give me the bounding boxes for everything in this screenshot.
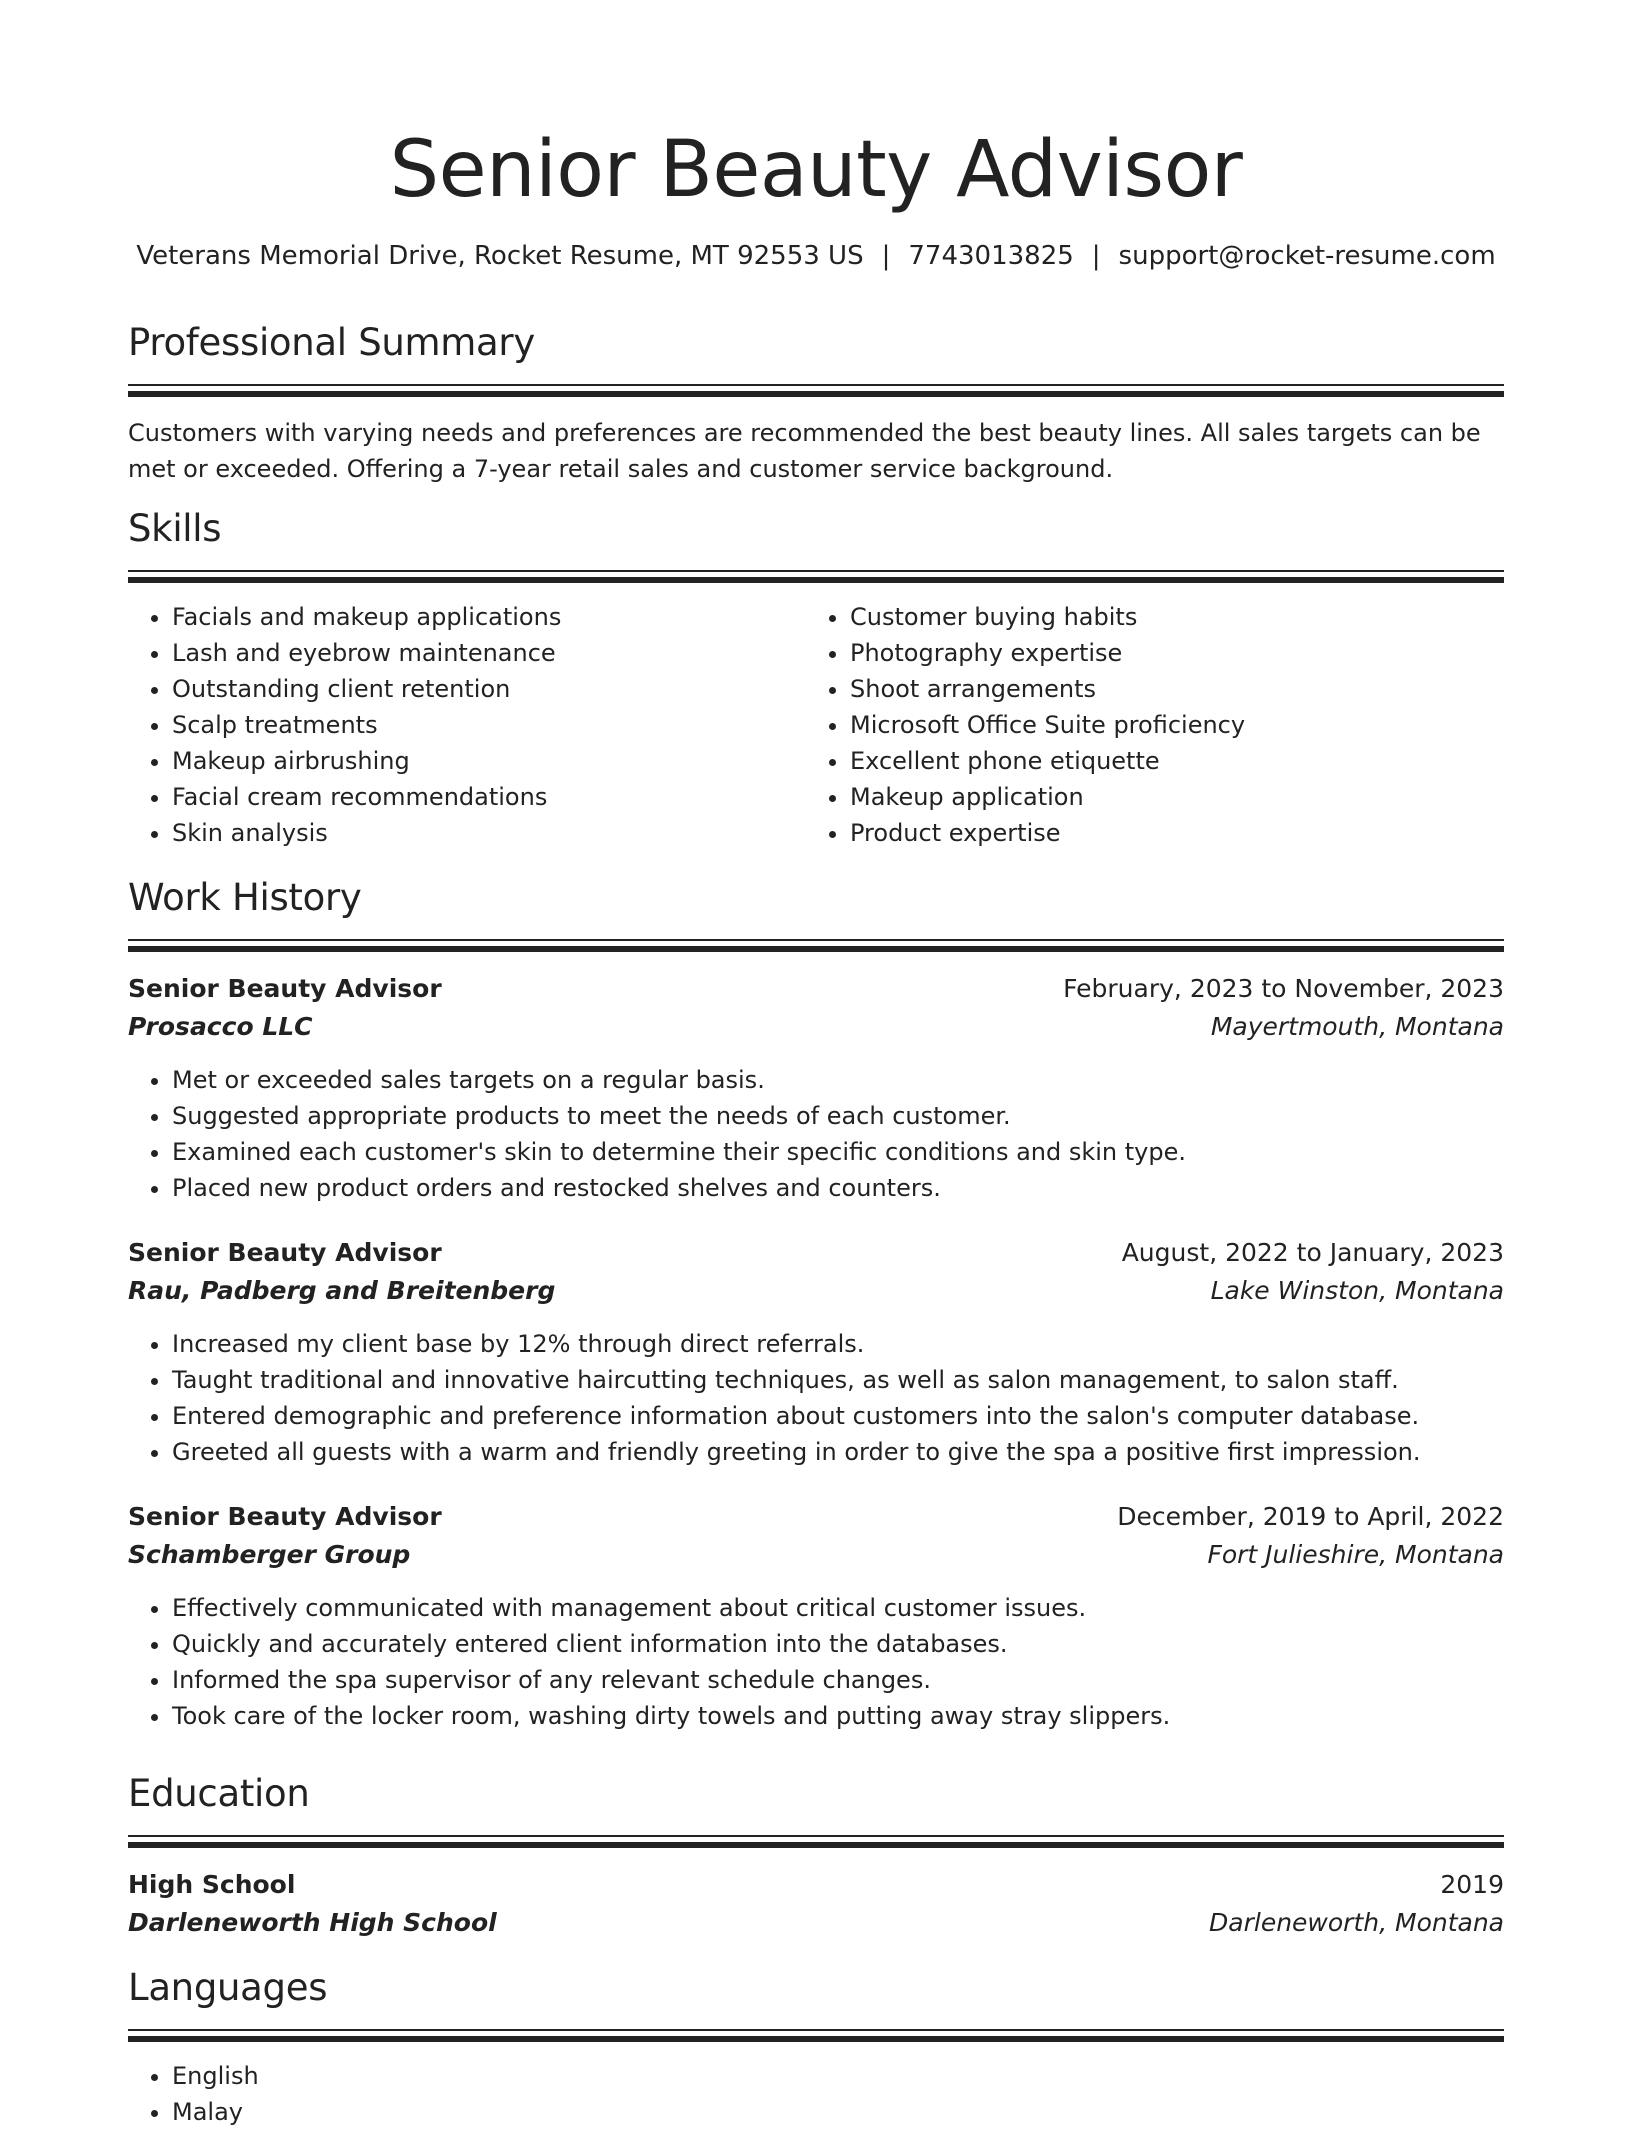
- job-bullet: • Greeted all guests with a warm and friendly greeting in order to give the spa a positive first impression.: [172, 1434, 1504, 1470]
- job-dates: December, 2019 to April, 2022: [1117, 1502, 1504, 1531]
- section-rule: [128, 384, 1504, 397]
- skill-item: • Photography expertise: [850, 635, 1484, 671]
- job-company: Prosacco LLC: [128, 1012, 313, 1041]
- work-history-section: [128, 873, 1504, 1734]
- job-title: Senior Beauty Advisor: [128, 1502, 442, 1531]
- contact-phone: 7743013825: [908, 241, 1074, 271]
- job-bullets: [128, 1590, 1504, 1734]
- job-company: Schamberger Group: [128, 1540, 411, 1569]
- job-entry: [128, 970, 1504, 1206]
- job-title: Senior Beauty Advisor: [128, 974, 442, 1003]
- skills-section: [128, 504, 1504, 851]
- skill-item: • Lash and eyebrow maintenance: [172, 635, 806, 671]
- skills-right-column: [806, 599, 1484, 851]
- education-year: 2019: [1440, 1870, 1504, 1899]
- education-location: Darleneworth, Montana: [1209, 1908, 1504, 1937]
- skill-item: • Makeup airbrushing: [172, 743, 806, 779]
- section-title: Education: [128, 1772, 310, 1815]
- job-title: Senior Beauty Advisor: [128, 1238, 442, 1267]
- skill-item: • Facial cream recommendations: [172, 779, 806, 815]
- job-bullets: [128, 1326, 1504, 1470]
- skill-item: • Scalp treatments: [172, 707, 806, 743]
- skill-item: • Microsoft Office Suite proficiency: [850, 707, 1484, 743]
- job-bullets: [128, 1062, 1504, 1206]
- skill-item: • Outstanding client retention: [172, 671, 806, 707]
- job-bullet: • Entered demographic and preference information about customers into the salon's computer database.: [172, 1398, 1504, 1434]
- job-bullet: • Placed new product orders and restocked shelves and counters.: [172, 1170, 1504, 1206]
- skill-item: • Skin analysis: [172, 815, 806, 851]
- job-bullet: • Examined each customer's skin to determine their specific conditions and skin type.: [172, 1134, 1504, 1170]
- section-title: Languages: [128, 1966, 328, 2009]
- education-section: [128, 1769, 1504, 1942]
- skill-item: • Facials and makeup applications: [172, 599, 806, 635]
- skills-columns: [128, 599, 1504, 851]
- education-school: Darleneworth High School: [128, 1908, 497, 1937]
- skills-left-column: [128, 599, 806, 851]
- language-item: • English: [172, 2058, 1504, 2094]
- job-dates: February, 2023 to November, 2023: [1063, 974, 1504, 1003]
- language-item: • Malay: [172, 2094, 1504, 2130]
- section-rule: [128, 570, 1504, 583]
- job-bullet: • Met or exceeded sales targets on a regular basis.: [172, 1062, 1504, 1098]
- education-entry: [128, 1866, 1504, 1942]
- resume-name: Senior Beauty Advisor: [389, 125, 1243, 215]
- job-entry: [128, 1498, 1504, 1734]
- skill-item: • Product expertise: [850, 815, 1484, 851]
- contact-address: Veterans Memorial Drive, Rocket Resume, MT 92553 US: [136, 241, 864, 271]
- job-location: Fort Julieshire, Montana: [1207, 1540, 1504, 1569]
- skill-item: • Makeup application: [850, 779, 1484, 815]
- section-rule: [128, 1835, 1504, 1848]
- job-bullet: • Quickly and accurately entered client information into the databases.: [172, 1626, 1504, 1662]
- contact-line: [128, 238, 1504, 274]
- job-bullet: • Informed the spa supervisor of any relevant schedule changes.: [172, 1662, 1504, 1698]
- languages-section: [128, 1963, 1504, 2130]
- summary-text: Customers with varying needs and preferences are recommended the best beauty lines. All sales targets can be met or exceeded. Offering a 7-year retail sales and customer service background.: [128, 419, 1481, 483]
- section-title: Skills: [128, 507, 222, 550]
- skills-list: [128, 599, 806, 851]
- skill-item: • Customer buying habits: [850, 599, 1484, 635]
- education-degree: High School: [128, 1870, 296, 1899]
- job-location: Lake Winston, Montana: [1210, 1276, 1504, 1305]
- job-dates: August, 2022 to January, 2023: [1121, 1238, 1504, 1267]
- summary-section: [128, 318, 1504, 487]
- section-title: Work History: [128, 876, 362, 919]
- skills-list: [806, 599, 1484, 851]
- job-entry: [128, 1234, 1504, 1470]
- section-rule: [128, 2029, 1504, 2042]
- contact-email: support@rocket-resume.com: [1118, 241, 1496, 271]
- skill-item: • Shoot arrangements: [850, 671, 1484, 707]
- job-company: Rau, Padberg and Breitenberg: [128, 1276, 556, 1305]
- job-bullet: • Suggested appropriate products to meet the needs of each customer.: [172, 1098, 1504, 1134]
- job-bullet: • Took care of the locker room, washing dirty towels and putting away stray slippers.: [172, 1698, 1504, 1734]
- job-bullet: • Effectively communicated with management about critical customer issues.: [172, 1590, 1504, 1626]
- section-title: Professional Summary: [128, 321, 535, 364]
- skill-item: • Excellent phone etiquette: [850, 743, 1484, 779]
- section-rule: [128, 939, 1504, 952]
- languages-list: [128, 2058, 1504, 2130]
- job-bullet: • Increased my client base by 12% through direct referrals.: [172, 1326, 1504, 1362]
- contact-separator: |: [881, 241, 891, 271]
- job-bullet: • Taught traditional and innovative haircutting techniques, as well as salon management, to salon staff.: [172, 1362, 1504, 1398]
- job-location: Mayertmouth, Montana: [1210, 1012, 1504, 1041]
- contact-separator: |: [1091, 241, 1101, 271]
